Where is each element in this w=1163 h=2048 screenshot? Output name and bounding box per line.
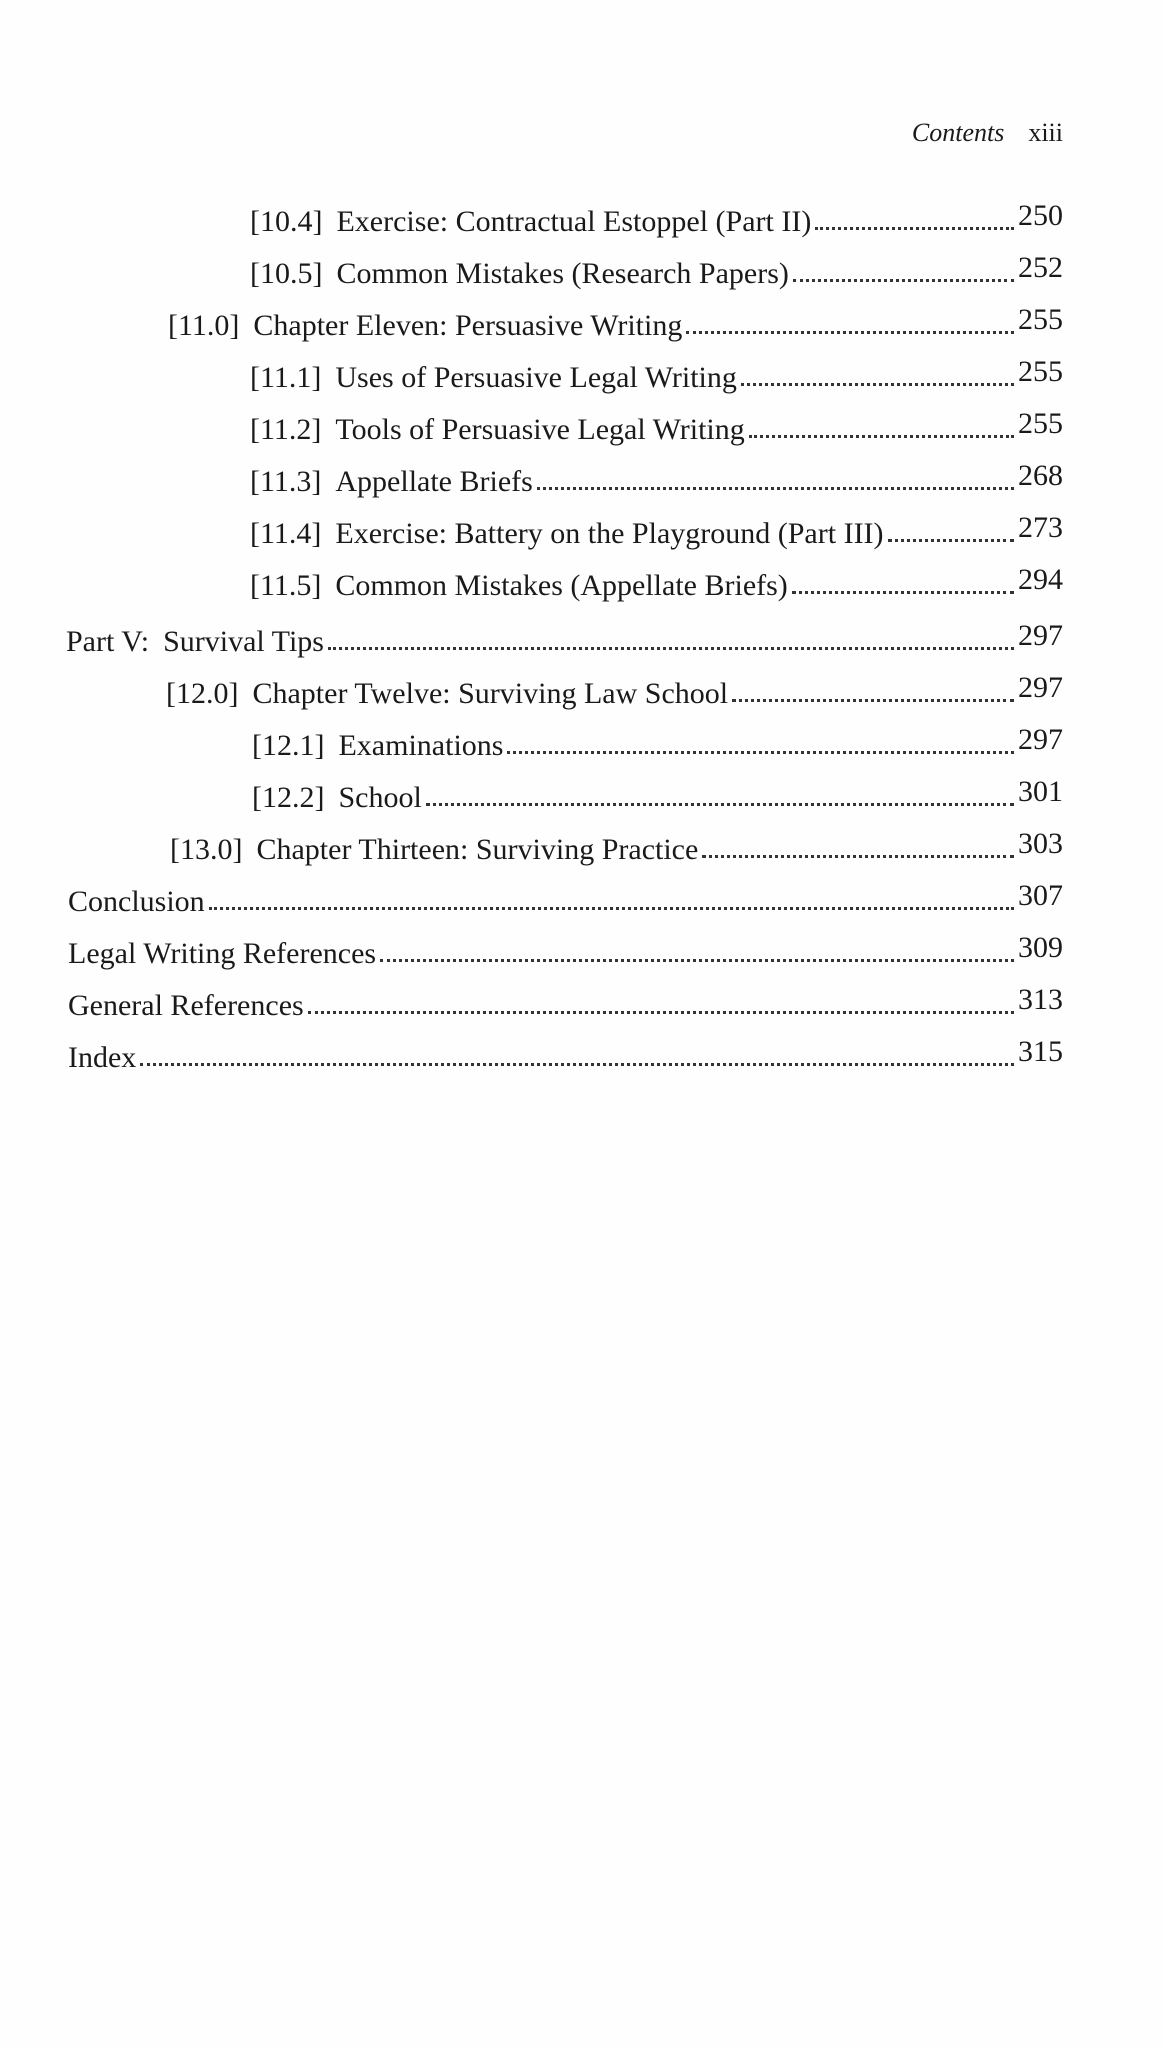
toc-entry-page: 297: [1018, 723, 1063, 756]
toc-entry-title: Chapter Thirteen: Surviving Practice: [256, 833, 699, 866]
toc-entry-part-v[interactable]: [66, 619, 1063, 660]
toc-entry-number: [10.4]: [250, 205, 323, 238]
toc-entry-10-4[interactable]: [250, 199, 1063, 240]
toc-entry-number: [11.3]: [250, 465, 322, 498]
toc-entry-page: 301: [1018, 775, 1063, 808]
dot-leader: [792, 590, 1014, 594]
toc-entry-number: Part V:: [66, 625, 150, 658]
toc-entry-title: Common Mistakes (Research Papers): [336, 257, 789, 290]
toc-entry-title: Examinations: [338, 729, 504, 762]
dot-leader: [793, 278, 1014, 282]
toc-entry-page: 252: [1018, 251, 1063, 284]
dot-leader: [140, 1062, 1014, 1066]
toc-entry-page: 297: [1018, 671, 1063, 704]
toc-entry-number: [11.5]: [250, 569, 322, 602]
toc-entry-title: Exercise: Contractual Estoppel (Part II): [336, 205, 812, 238]
toc-entry-10-5[interactable]: [250, 251, 1063, 292]
dot-leader: [426, 802, 1014, 806]
toc-entry-11-2[interactable]: [250, 407, 1063, 448]
running-head: [912, 118, 1063, 148]
toc-entry-number: [11.1]: [250, 361, 322, 394]
toc-entry-page: 250: [1018, 199, 1063, 232]
toc-entry-page: 255: [1018, 407, 1063, 440]
toc-entry-title: Chapter Eleven: Persuasive Writing: [253, 309, 683, 342]
dot-leader: [328, 646, 1014, 650]
toc-entry-title: School: [338, 781, 422, 814]
toc-entry-12-0[interactable]: [166, 671, 1063, 712]
running-head-section: Contents: [911, 118, 1005, 147]
toc-entry-11-1[interactable]: [250, 355, 1063, 396]
toc-entry-title: Appellate Briefs: [335, 465, 533, 498]
dot-leader: [741, 382, 1014, 386]
dot-leader: [749, 434, 1014, 438]
dot-leader: [702, 854, 1014, 858]
toc-entry-number: [10.5]: [250, 257, 323, 290]
toc-entry-number: [12.1]: [252, 729, 325, 762]
toc-entry-page: 297: [1018, 619, 1063, 652]
toc-entry-index[interactable]: [68, 1035, 1063, 1076]
dot-leader: [686, 330, 1014, 334]
toc-entry-page: 294: [1018, 563, 1063, 596]
toc-entry-number: [12.0]: [166, 677, 239, 710]
toc-entry-page: 255: [1018, 303, 1063, 336]
toc-entry-title: Common Mistakes (Appellate Briefs): [335, 569, 788, 602]
toc-entry-number: [12.2]: [252, 781, 325, 814]
toc-entry-title: Legal Writing References: [68, 937, 377, 970]
toc-entry-12-1[interactable]: [252, 723, 1063, 764]
toc-entry-page: 273: [1018, 511, 1063, 544]
toc-entry-page: 307: [1018, 879, 1063, 912]
toc-entry-legal-writing-references[interactable]: [68, 931, 1063, 972]
toc-entry-number: [11.2]: [250, 413, 322, 446]
toc-entry-11-0[interactable]: [168, 303, 1063, 344]
dot-leader: [308, 1010, 1014, 1014]
toc-entry-page: 268: [1018, 459, 1063, 492]
dot-leader: [209, 906, 1014, 910]
toc-entry-page: 309: [1018, 931, 1063, 964]
toc-entry-number: [13.0]: [170, 833, 243, 866]
toc-entry-page: 255: [1018, 355, 1063, 388]
toc-entry-title: General References: [68, 989, 304, 1022]
toc-entry-13-0[interactable]: [170, 827, 1063, 868]
page-number: xiii: [1028, 118, 1063, 147]
toc-entry-title: Uses of Persuasive Legal Writing: [335, 361, 737, 394]
dot-leader: [507, 750, 1014, 754]
toc-entry-title: Survival Tips: [163, 625, 324, 658]
dot-leader: [888, 538, 1014, 542]
toc-entry-title: Chapter Twelve: Surviving Law School: [252, 677, 729, 710]
dot-leader: [380, 958, 1014, 962]
dot-leader: [815, 226, 1014, 230]
toc-entry-general-references[interactable]: [68, 983, 1063, 1024]
toc-entry-11-3[interactable]: [250, 459, 1063, 500]
toc-entry-12-2[interactable]: [252, 775, 1063, 816]
toc-entry-number: [11.4]: [250, 517, 322, 550]
toc-entry-page: 315: [1018, 1035, 1063, 1068]
toc-entry-title: Exercise: Battery on the Playground (Part III): [335, 517, 884, 550]
toc-entry-11-5[interactable]: [250, 563, 1063, 604]
toc-entry-number: [11.0]: [168, 309, 240, 342]
dot-leader: [732, 698, 1014, 702]
toc-entry-page: 303: [1018, 827, 1063, 860]
toc-entry-11-4[interactable]: [250, 511, 1063, 552]
dot-leader: [537, 486, 1014, 490]
toc-entry-page: 313: [1018, 983, 1063, 1016]
toc-entry-conclusion[interactable]: [68, 879, 1063, 920]
toc-entry-title: Index: [68, 1041, 137, 1074]
toc-entry-title: Tools of Persuasive Legal Writing: [335, 413, 745, 446]
toc-entry-title: Conclusion: [68, 885, 205, 918]
